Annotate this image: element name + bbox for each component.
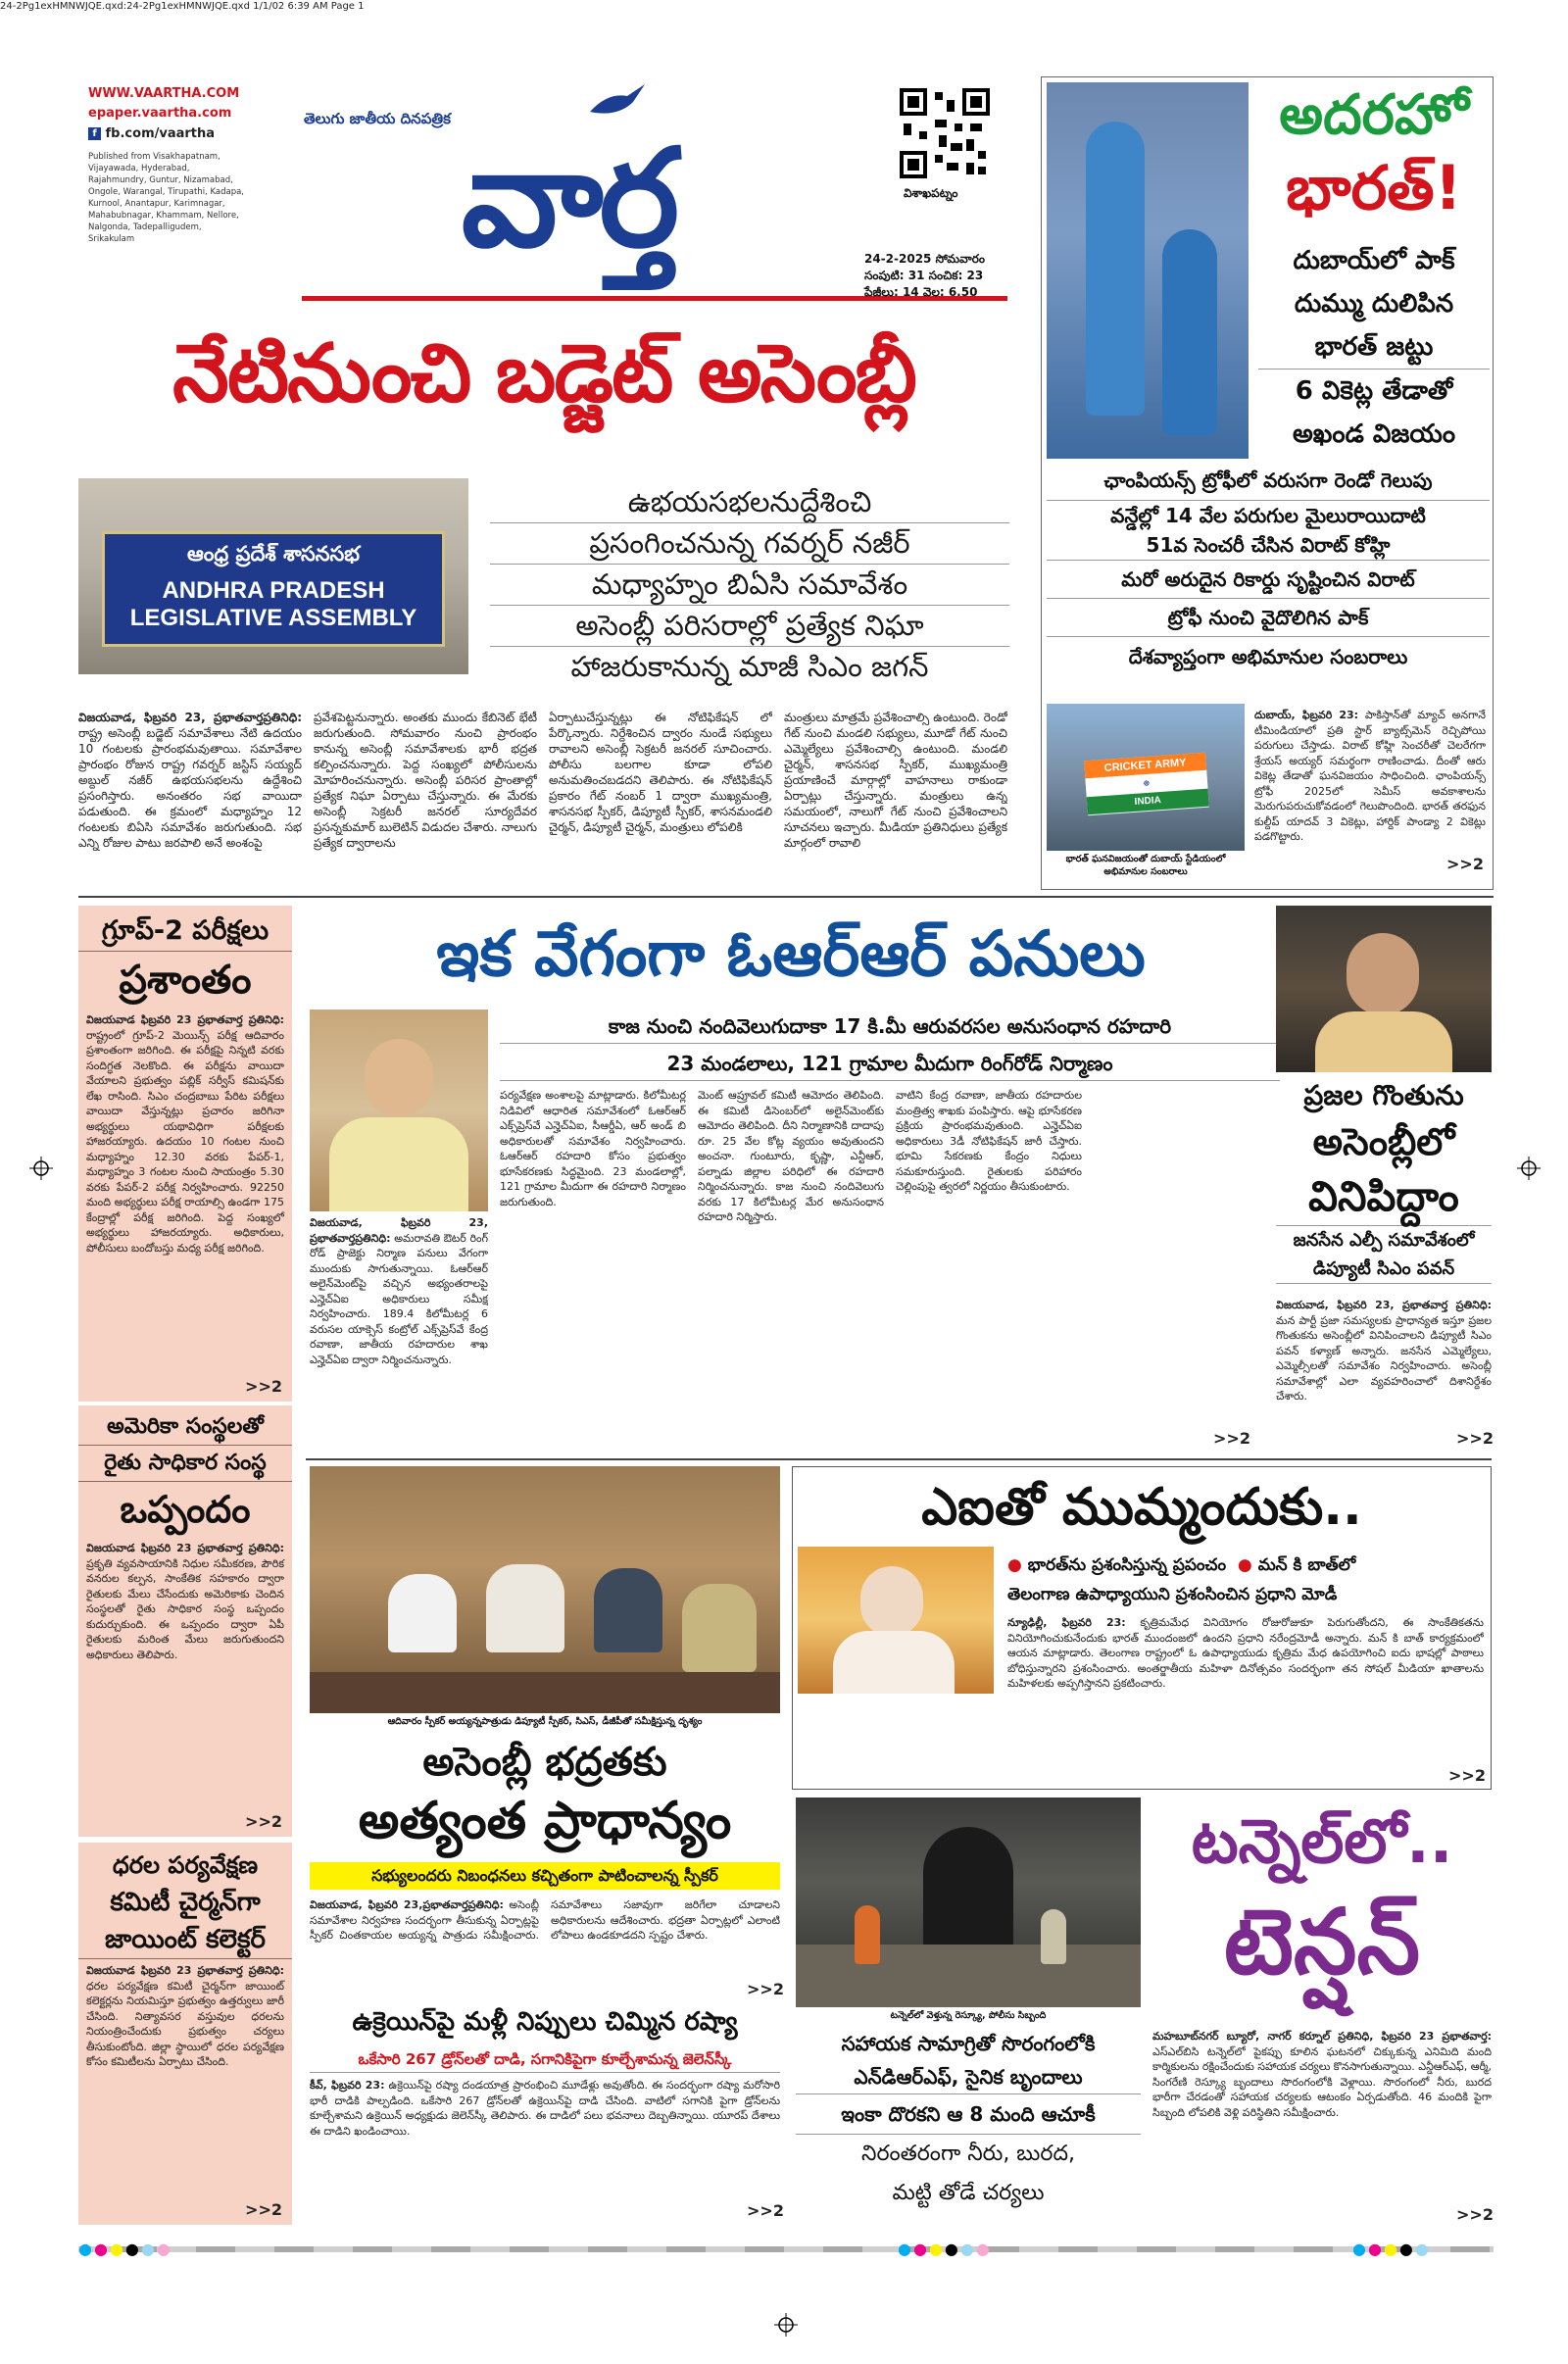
orr-dateline: విజయవాడ, ఫిబ్రవరి 23, ప్రభాతవార్తప్రతినిధి: [310, 1216, 488, 1245]
orr-headline: ఇక వేగంగా ఓఆర్ఆర్ పనులు [436, 918, 1146, 991]
registration-mark-icon [1517, 1157, 1541, 1180]
pawan-title-3: వినిపిద్దాం [1308, 1172, 1459, 1220]
sign-telugu: ఆంధ్ర ప్రదేశ్ శాసనసభ [186, 542, 360, 566]
masthead-logo: వార్త [461, 120, 676, 277]
pawan-subhead-1: జనసేన ఎల్పీ సమావేశంలో [1276, 1225, 1492, 1256]
meeting-body: అసెంబ్లీ సమావేశాల నిర్వహణ సందర్భంగా తీసుకున్న ఏర్పాట్లపై స్పీకర్ చింతకాయల అయ్యన్న పాత్రుడు సమీక్షించారు. సమావేశాలు సజావుగా జరిగేలా చూడాలని అధికారులను ఆదేశించారు. భద్రతా ఏర్పాట్లలో ఎలాంటి లోపాలు ఉండకూడదని స్పష్టం చేశారు. [310, 1898, 780, 1942]
colour-dots: ●●●●●● [898, 2240, 992, 2258]
lead-point: అసెంబ్లీ పరిసరాల్లో ప్రత్యేక నిఘా [490, 606, 1009, 647]
orr-body-1: అమరావతి ఔటర్ రింగ్ రోడ్ ప్రాజెక్టు నిర్మాణ పనులు వేగంగా ముందుకు సాగుతున్నాయి. ఓఆర్ఆర్ అలైన్‌మెంట్‌పై వచ్చిన అభ్యంతరాలపై ఎన్హెచ్ఏఐ అధికారులు సమీక్ష నిర్వహించారు. 189.4 కిలోమీటర్ల 6 వరుసల యాక్సెస్ కంట్రోల్ ఎక్స్‌ప్రెస్‌వే కేంద్ర రవాణా, జాతీయ రహదారుల శాఖ ఎన్హెచ్ఏఐ ద్వారా నిర్మించనున్నారు. [310, 1231, 488, 1366]
section-divider [78, 896, 1494, 898]
cricket-point: వన్డేల్లో 14 వేల పరుగుల మైలురాయిదాటి [1110, 504, 1426, 527]
player-figure [1162, 229, 1217, 435]
city: విశాఖపట్నం [904, 186, 958, 200]
ukraine-article [310, 2078, 780, 2225]
print-colour-bar [78, 2241, 1494, 2258]
lead-column: ప్రవేశపెట్టనున్నారు. అంతకు ముందు కేబినెట్ భేటీ జరుగుతుంది. సోమవారం నుంచి ప్రారంభం కానున్న అసెంబ్లీ సమావేశాలకు భారీ భద్రత కల్పించనున్నారు. పెద్ద సంఖ్యలో పోలీసులను మోహరించనున్నారు. అసెంబ్లీ పరిసర ప్రాంతాల్లో ప్రత్యేక నిఘా ఏర్పాటు చేస్తున్నారు. ఈ మేరకు అసెంబ్లీ సెక్రటరీ జనరల్ సూర్యదేవర ప్రసన్నకుమార్ బులెటిన్ విడుదల చేశారు. నాలుగు ప్రత్యేక ద్వారాలను [314, 711, 537, 850]
orr-column: మెంట్ ఆప్రూవల్ కమిటీ ఆమోదం తెలిపింది. ఈ కమిటీ డిసెంబర్‌లో అలైన్‌మెంట్‌కు ఆమోదం తెలిపింది. దీని నిర్మాణానికి దాదాపు రూ. 25 వేల కోట్ల వ్యయం అవుతుందని అంచనా. గుంటూరు, కృష్ణా, ఎన్టీఆర్, పల్నాడు జిల్లాల పరిధిలో ఈ రహదారి నిర్మించనున్నారు. కాజ నుంచి నందివెలుగు వరకు 17 కిలోమీటర్ల మేర అనుసంధాన రహదారి నిర్మిస్తారు. [698, 1089, 884, 1223]
tunnel-subhead: ఎన్‌డిఆర్‌ఎఫ్, సైనిక బృందాలు [796, 2060, 1141, 2094]
ukraine-dateline: కీవ్, ఫిబ్రవరి 23: [310, 2079, 385, 2092]
orr-column: పర్యవేక్షణ అంశాలపై మాట్లాడారు. కిలోమీటర్ల నిడివిలో ఆధారిత సమావేశంలో ఓఆర్ఆర్ ఎక్స్‌ప్రెస్‌వే ఎన్హెచ్ఏఐ, సీఆర్డీఏ, ఆర్ అండ్ బి అధికారులతో సమావేశం నిర్వహించారు. ఓఆర్ఆర్ రహదారి కోసం ప్రభుత్వం భూసేకరణకు సిద్ధమైంది. 23 మండలాల్లో, 121 గ్రామాల మీదుగా ఈ రహదారి నిర్మాణం జరుగుతుంది. [500, 1089, 686, 1208]
tunnel-floor [796, 1945, 1141, 2007]
ai-dateline: న్యూఢిల్లీ, ఫిబ్రవరి 23: [1007, 1616, 1126, 1629]
banner-bottom-text: INDIA [1087, 789, 1209, 815]
lead-article [78, 710, 1009, 886]
portrait-head [860, 1566, 923, 1637]
social-text: fb.com/vaartha [105, 126, 216, 141]
cricket-points [1047, 461, 1490, 676]
tunnel-dateline: మహబూబ్‌నగర్ బ్యూరో, నాగర్ కర్నూల్ ప్రతినిధి, ఫిబ్రవరి 23 ప్రభాతవార్త: [1152, 2030, 1492, 2043]
lead-body-1: రాష్ట్ర అసెంబ్లీ బడ్జెట్ సమావేశాలు నేటి ఉదయం 10 గంటలకు ప్రారంభమవుతాయి. సమావేశాల ప్రారంభం రోజున రాష్ట్ర గవర్నర్ జస్టిస్ సయ్యద్ అబ్దుల్ నజీర్ ఉభయసభలను ఉద్దేశించి ప్రసంగిస్తారు. అనంతరం సభ వాయిదా పడుతుంది. ఈ క్రమంలో మధ్యాహ్నం 12 గంటలకు బిఏసి సమావేశం జరుగుతుంది. సభ ఎన్ని రోజుల పాటు జరపాలి అనే అంశంపై [78, 726, 302, 850]
cricket-subhead-line: 6 వికెట్ల తేడాతో [1258, 369, 1490, 413]
bullet-icon: ● [1007, 1555, 1022, 1575]
pawan-continued[interactable]: >>2 [1456, 1429, 1494, 1448]
banner-top-text: CRICKET ARMY [1084, 753, 1206, 779]
registration-strip [78, 2246, 1494, 2252]
date-line: 24-2-2025 సోమవారం [864, 252, 985, 266]
fans-photo [1047, 704, 1245, 851]
table-surface [310, 1672, 780, 1713]
qr-code-icon [900, 88, 990, 178]
cricket-article [1254, 708, 1486, 864]
meeting-strap: సభ్యులందరు నిబంధనలు కచ్చితంగా పాటించాలన్న స్పీకర్ [310, 1862, 780, 1890]
registration-mark-icon [774, 2313, 798, 2337]
cricket-point: 51వ సెంచరీ చేసిన విరాట్ కోహ్లి [1047, 530, 1490, 561]
america-body: ప్రకృతి వ్యవసాయానికి నిధుల సమీకరణ, పౌరిక వనరుల కల్పన, సాంకేతిక సహకారం ద్వారా రైతులకు మేలు చేసేందుకు అమెరికాకు చెందిన సంస్థలతో రైతు సాధికార సంస్థ ఒప్పందం కుదుర్చుకుంది. ఈ ఒప్పందం ద్వారా ఏపీ రైతులకు మరింత మేలు జరుగుతుందని అధికారులు తెలిపారు. [86, 1556, 284, 1661]
group2-article [78, 1009, 292, 1385]
person-figure [594, 1568, 662, 1652]
ai-continued[interactable]: >>2 [1448, 1766, 1486, 1785]
ai-point-1: భారత్‌ను ప్రశంసిస్తున్న ప్రపంచం [1027, 1555, 1227, 1575]
america-title-2: రైతు సాధికార సంస్థ [78, 1445, 292, 1482]
cricket-headline-2: భారత్! [1286, 152, 1462, 223]
america-title-1: అమెరికా సంస్థలతో [107, 1414, 264, 1439]
group2-title-1: గ్రూప్-2 పరీక్షలు [78, 911, 292, 952]
orr-subhead-1: కాజ నుంచి నందివెలుగుదాకా 17 కి.మీ ఆరువరసల అనుసంధాన రహదారి [500, 1010, 1280, 1044]
meeting-headline-2: అత్యంత ప్రాధాన్యం [358, 1792, 732, 1850]
cricket-point: మరో అరుదైన రికార్డు సృష్టించిన విరాట్ [1121, 567, 1415, 591]
rescue-worker [1041, 1909, 1066, 1964]
ai-article [1007, 1615, 1484, 1786]
lead-point: ప్రసంగించనున్న గవర్నర్ నజీర్ [490, 523, 1009, 565]
assembly-photo [78, 478, 468, 674]
portrait-body [833, 1631, 955, 1694]
tunnel-headline-1: టన్నెల్‌లో.. [1191, 1805, 1453, 1877]
tunnel-headline-2: టెన్షన్ [1223, 1890, 1421, 1995]
ai-point-2: మన్ కి బాత్‌లో [1257, 1555, 1356, 1575]
lead-headline: నేటినుంచి బడ్జెట్ అసెంబ్లీ [172, 327, 915, 420]
sign-english-1: ANDHRA PRADESH [162, 577, 385, 604]
dharala-title-1: ధరల పర్యవేక్షణ [112, 1851, 259, 1879]
ukraine-headline: ఉక్రెయిన్‌పై మళ్లీ నిప్పులు చిమ్మిన రష్యా [352, 2007, 738, 2037]
cricket-dateline: దుబాయ్, ఫిబ్రవరి 23: [1254, 709, 1359, 721]
kohli-photo [1047, 82, 1249, 459]
dharala-body: ధరల పర్యవేక్షణ కమిటీ చైర్మన్‌గా జాయింట్ కలెక్టర్లను నియమిస్తూ ప్రభుత్వం ఉత్తర్వులు జారీ చేసింది. నిత్యావసర వస్తువుల ధరలను నియంత్రించేందుకు ప్రభుత్వం చర్యలు తీసుకుంటోంది. జిల్లా స్థాయిలో ధరల పర్యవేక్షణ కోసం కమిటీలను ఏర్పాటు చేసింది. [86, 1979, 284, 2068]
lead-column [78, 710, 302, 886]
ai-point-3: తెలంగాణ ఉపాధ్యాయుని ప్రశంసించిన ప్రధాని మోడీ [1007, 1585, 1338, 1604]
tunnel-photo [796, 1798, 1141, 2007]
masthead-links [88, 84, 245, 245]
tunnel-subhead: మట్టి తోడే చర్యలు [892, 2181, 1045, 2205]
rescue-worker [855, 1905, 880, 1964]
lead-dateline: విజయవాడ, ఫిబ్రవరి 23, ప్రభాతవార్తప్రతినిధి: [78, 711, 302, 724]
ai-headline: ఎఐతో ముమ్మందుకు.. [921, 1478, 1362, 1537]
group2-continued[interactable]: >>2 [245, 1377, 282, 1396]
social-link[interactable] [88, 123, 245, 145]
tunnel-body: ఎస్ఎల్‌బిసి టన్నెల్‌లో పైకప్పు కూలిన ఘటనలో చిక్కుకున్న ఎనిమిది మంది కార్మికులను రక్షించేందుకు సహాయక చర్యలు కొనసాగుతున్నాయి. ఎన్డీఆర్ఎఫ్, ఆర్మీ, సింగరేణి రెస్క్యూ బృందాలు సొరంగంలోకి వెళ్లాయి. సొరంగంలో నీరు, బురద భారీగా చేరడంతో సహాయక చర్యలకు ఆటంకం ఏర్పడుతోంది. 46 మందికి పైగా సిబ్బంది లోపలికి వెళ్లి పరిస్థితిని సమీక్షించారు. [1152, 2044, 1492, 2119]
pawan-body: మన పార్టీ ప్రజా సమస్యలకు ప్రాధాన్యత ఇస్తూ ప్రజల గొంతుకను అసెంబ్లీలో వినిపించాలని డిప్యూటీ సిఎం పవన్ కళ్యాణ్ అన్నారు. జనసేన ఎమ్మెల్యేలు, ఎమ్మెల్సీలతో సమావేశం నిర్వహించారు. అసెంబ్లీ సమావేశాల్లో ఎలా వ్యవహరించాలో దిశానిర్దేశం చేశారు. [1276, 1313, 1492, 1403]
dharala-dateline: విజయవాడ ఫిబ్రవరి 23 ప్రభాతవార్త ప్రతినిధి: [86, 1964, 284, 1977]
meeting-photo [310, 1466, 780, 1713]
meeting-caption: ఆదివారం స్పీకర్ అయ్యన్నపాత్రుడు డిప్యూటీ స్పీకర్, సిఎస్, డీజీపీతో సమీక్షిస్తున్న దృశ్యం [387, 1716, 703, 1727]
tunnel-subhead: నిరంతరంగా నీరు, బురద, [861, 2142, 1075, 2166]
group2-title-2: ప్రశాంతం [119, 958, 252, 1003]
fans-caption: భారత్ ఘనవిజయంతో దుబాయ్ స్టేడియంలో అభిమానుల సంబరాలు [1065, 854, 1226, 877]
fan-banner [1084, 753, 1209, 816]
cricket-point: దేశవ్యాప్తంగా అభిమానుల సంబరాలు [1128, 645, 1408, 668]
lead-point: ఉభయసభలనుద్దేశించి [490, 482, 1009, 523]
person-figure [486, 1564, 564, 1652]
orr-continued[interactable]: >>2 [1213, 1429, 1250, 1448]
dharala-box [78, 1843, 292, 2225]
sign-english-2: LEGISLATIVE ASSEMBLY [129, 605, 417, 631]
section-divider [306, 1458, 1492, 1460]
dharala-title-2: కమిటీ చైర్మన్‌గా [110, 1888, 261, 1917]
meeting-headline-1: అసెంబ్లీ భద్రతకు [422, 1740, 667, 1785]
person-figure [388, 1574, 457, 1652]
ukraine-subhead: ఒకేసారి 267 డ్రోన్‌లతో దాడి, సగానికిపైగా కూల్చేశామన్న జెలెన్‌స్కీ [310, 2046, 780, 2073]
volume-line: సంపుటి: 31 సంచిక: 23 [864, 269, 984, 282]
cm-photo [310, 1010, 488, 1211]
orr-column: వాటిని కేంద్ర రవాణా, జాతీయ రహదారుల మంత్రిత్వ శాఖకు పంపిస్తారు. ఆపై భూసేకరణ ప్రక్రియ ప్రారంభమవుతుంది. ఎన్హెచ్ఏఐ అధికారులు 3డీ నోటిఫికేషన్ జారీ చేస్తారు. భూమి సేకరణకు కేంద్రం నిధులు సమకూరుస్తుంది. రైతులకు పరిహారం చెల్లింపుపై త్వరలో నిర్ణయం తీసుకుంటారు. [896, 1089, 1082, 1193]
pawan-subhead-2: డిప్యూటీ సిఎం పవన్ [1276, 1256, 1492, 1284]
cricket-subhead [1258, 239, 1490, 456]
america-title-3: ఒప్పందం [120, 1488, 251, 1531]
dharala-article [78, 1959, 292, 2206]
epaper-link[interactable]: epaper.vaartha.com [88, 106, 232, 121]
cricket-point: ట్రోఫీ నుంచి వైదొలిగిన పాక్ [1047, 598, 1490, 637]
cricket-body: పాకిస్తాన్‌తో మ్యాచ్ అనగానే టీమిండియాలో ప్రతి స్టార్ బ్యాట్స్‌మెన్ రెచ్చిపోయి పరుగులు చేస్తాడు. విరాట్ కోహ్లి సెంచరీతో చెలరేగగా శ్రేయస్ అయ్యర్ సమర్థంగా రాణించాడు. దీంతో ఆరు వికెట్ల తేడాతో ఘనవిజయం సాధించింది. ఛాంపియన్స్ ట్రోఫీ 2025లో సెమీస్ అవకాశాలను మెరుగుపరుచుకోవడంలో గెలుపొందింది. భారత్ తరఫున కుల్దీప్ యాదవ్ 3 వికెట్లు, హార్దిక్ పాండ్యా 2 వికెట్లు పడగొట్టారు. [1254, 709, 1486, 843]
ai-point-row [1007, 1551, 1488, 1580]
published-from: Published from Visakhapatnam, Vijayawada, Hyderabad, Rajahmundry, Guntur, Nizamabad, Ongole, Warangal, Tirupathi, Kadapa, Kurnool, Anantapur, Karimnagar, Mahabubnagar, Khammam, Nellore, Nalgonda, Tadepalligudem, Srikakulam [88, 152, 245, 244]
pages-line: పేజీలు: 14 వెల: 6.50 [864, 285, 978, 299]
pawan-title-2: అసెంబ్లీలో [1312, 1120, 1455, 1163]
tunnel-subhead: సహాయక సామాగ్రితో సొరంగంలోకి [841, 2032, 1096, 2055]
dharala-continued[interactable]: >>2 [245, 2200, 282, 2219]
player-figure [1086, 122, 1145, 416]
assembly-signboard [102, 531, 445, 647]
cricket-point: ఛాంపియన్స్ ట్రోఫీలో వరుసగా రెండో గెలుపు [1047, 461, 1490, 501]
tunnel-article [1152, 2029, 1492, 2225]
person-figure [682, 1584, 757, 1672]
group2-dateline: విజయవాడ ఫిబ్రవరి 23 ప్రభాతవార్త ప్రతినిధి: [86, 1013, 284, 1026]
america-dateline: విజయవాడ ఫిబ్రవరి 23 ప్రభాతవార్త ప్రతినిధి: [86, 1542, 284, 1554]
lead-point: మధ్యాహ్నం బిఏసి సమావేశం [490, 565, 1009, 606]
tunnel-mouth [923, 1827, 1013, 1945]
cricket-subhead-line: భారత్ జట్టు [1314, 332, 1434, 362]
pawan-article [1276, 1298, 1492, 1443]
portrait-head [365, 1039, 433, 1117]
america-article [78, 1537, 292, 1821]
print-slug: 24-2Pg1exHMNWJQE.qxd:24-2Pg1exHMNWJQE.qxd 1/1/02 6:39 AM Page 1 [0, 1, 365, 12]
lead-column: మంత్రులు మాత్రమే ప్రవేశించాల్సి ఉంటుంది. రెండో గేట్ నుంచి మండలి సభ్యులు, మూడో గేట్ నుంచి ఎమ్మెల్యేలు ప్రవేశించాల్సి ఉంటుంది. మండలి చైర్మన్, శాసనసభ స్పీకర్, ముఖ్యమంత్రి ప్రయాణించే మార్గాల్లో వాహనాలు రాకుండా ఏర్పాట్లు చేస్తున్నారు. మంత్రులు ఉన్న సమయంలో, నాలుగో గేట్ నుంచి ప్రవేశించాలని సూచనలు ఇచ్చారు. మీడియా ప్రతినిధులు ప్రత్యేక మార్గంలో రావాలి [784, 711, 1007, 850]
ai-points [1007, 1551, 1488, 1609]
orr-subhead-2: 23 మండలాలు, 121 గ్రామాల మీదుగా రింగ్‌రోడ్ నిర్మాణం [500, 1047, 1280, 1081]
dharala-title-3: జాయింట్ కలెక్టర్ [78, 1921, 292, 1959]
cricket-headline-1: అదరహో [1279, 83, 1469, 147]
pawan-dateline: విజయవాడ, ఫిబ్రవరి 23, ప్రభాతవార్త ప్రతినిధి: [1276, 1299, 1492, 1311]
pawan-photo [1276, 906, 1492, 1072]
ukraine-body: ఉక్రెయిన్‌పై రష్యా దండయాత్ర ప్రారంభించి మూడేళ్లు అవుతోంది. ఈ సందర్భంగా రష్యా మరోసారి భారీ దాడికి పాల్పడింది. ఒకేసారి 267 డ్రోన్‌లతో ఉక్రెయిన్‌పై దాడి చేసింది. వాటిలో సగానికి పైగా డ్రోన్‌లను కూల్చేశామని ఉక్రెయిన్ అధ్యక్షుడు జెలెన్‌స్కీ తెలిపారు. ఈ దాడిలో పలు భవనాలు దెబ్బతిన్నాయి. యూరప్ దేశాలు ఈ దాడిని ఖండించాయి. [310, 2079, 780, 2138]
registration-mark-icon [29, 1157, 53, 1180]
cricket-subhead-line: దుమ్ము దులిపిన [1294, 289, 1454, 319]
orr-column [310, 1215, 488, 1449]
meeting-dateline: విజయవాడ, ఫిబ్రవరి 23,ప్రభాతవార్తప్రతినిధి: [310, 1898, 504, 1911]
group2-body: రాష్ట్రంలో గ్రూప్-2 మెయిన్స్ పరీక్ష ఆదివారం ప్రశాంతంగా జరిగింది. ఈ పరీక్షపై నిన్నటి వరకు సందిగ్ధత నెలకొంది. ఈ పరీక్షను వాయిదా వేయాలని ప్రభుత్వం పబ్లిక్ సర్వీస్ కమిషన్‌కు లేఖ రాసింది. సిఎం చంద్రబాబు పేరిట పరీక్షలు వాయిదా వేస్తున్నట్లు ప్రచారం జరిగినా అభ్యర్థులు యథావిధిగా పరీక్షలకు హాజరయ్యారు. ఉదయం 10 గంటల నుంచి మధ్యాహ్నం 12.30 వరకు పేపర్-1, మధ్యాహ్నం 3 గంటల నుంచి సాయంత్రం 5.30 వరకు పేపర్-2 పరీక్ష నిర్వహించారు. 92250 మంది అభ్యర్థులు పరీక్ష రాయాల్సి ఉండగా 175 కేంద్రాల్లో పరీక్ష జరిగింది. పెద్ద సంఖ్యలో అభ్యర్థులు హాజరయ్యారు. అధికారులు, పోలీసులు బందోబస్తు మధ్య పరీక్ష జరిగింది. [86, 1028, 284, 1255]
cricket-subhead-line: అఖండ విజయం [1292, 419, 1455, 449]
meeting-article [310, 1897, 780, 1992]
america-box [78, 1405, 292, 1837]
meeting-continued[interactable]: >>2 [747, 1980, 784, 1998]
tunnel-photo-caption: టన్నెల్‌లో వెళ్తున్న రెస్క్యూ, పోలీసు సిబ్బంది [890, 2010, 1047, 2021]
lead-points [490, 482, 1009, 687]
tunnel-subhead: ఇంకా దొరకని ఆ 8 మంది ఆచూకీ [796, 2094, 1141, 2135]
tunnel-subheads [796, 2027, 1141, 2213]
cricket-continued[interactable]: >>2 [1446, 855, 1484, 873]
tunnel-continued[interactable]: >>2 [1456, 2205, 1494, 2224]
portrait-head [1347, 933, 1419, 1015]
portrait-body [1315, 1011, 1452, 1072]
date-block [864, 251, 985, 301]
colour-dots: ●●●●●● [78, 2240, 172, 2258]
cricket-subhead-line: దుబాయ్‌లో పాక్ [1293, 246, 1455, 275]
portrait-body [329, 1117, 468, 1211]
tagline: తెలుగు జాతీయ దినపత్రిక [304, 110, 451, 127]
facebook-icon: f [88, 127, 101, 140]
ukraine-continued[interactable]: >>2 [747, 2201, 784, 2220]
group2-box [78, 906, 292, 1402]
america-continued[interactable]: >>2 [245, 1812, 282, 1831]
bullet-icon: ● [1237, 1555, 1252, 1575]
website-link[interactable]: WWW.VAARTHA.COM [88, 86, 240, 101]
pawan-title-1: ప్రజల గొంతును [1303, 1079, 1464, 1111]
lead-point: హాజరుకానున్న మాజీ సిఎం జగన్ [570, 650, 929, 683]
pawan-titles [1276, 1076, 1492, 1284]
ai-body: కృత్రిమమేధ వినియోగం రోజురోజుకూ పెరుగుతోందని, ఈ సాంకేతికతను వినియోగించుకునేందుకు భారత్ ముందంజలో ఉందని ప్రధాని నరేంద్రమోడీ అన్నారు. మన్ కి బాత్ కార్యక్రమంలో ఆయన మాట్లాడారు. తెలంగాణ రాష్ట్రంలో ఓ ఉపాధ్యాయుడు కృత్రిమ మేధ ఉపయోగించి ఐదు భాషల్లో పాఠాలు బోధిస్తున్నారని ప్రశంసించారు. అంతర్జాతీయ మహిళా దినోత్సవం సందర్భంగా తన సోషల్ మీడియా ఖాతాలను మహిళలకు అప్పగిస్తానని ప్రకటించారు. [1007, 1616, 1484, 1690]
modi-photo [798, 1547, 994, 1694]
banner-middle: ☸ [1085, 770, 1207, 798]
colour-dots: ●●●●● [1352, 2240, 1431, 2258]
lead-column: ఏర్పాటుచేస్తున్నట్లు ఈ నోటిఫికేషన్ లో పేర్కొన్నారు. నిర్దేశించిన ద్వారం నుండే సభ్యులు రావాలని అసెంబ్లీ సెక్రటరీ జనరల్ సూచించారు. పోలీసు బలగాల కూడా లోపలి అనుమతించబడదని తెలిపారు. ఈ నోటిఫికేషన్ ప్రకారం గేట్ నంబర్ 1 ద్వారా ముఖ్యమంత్రి, శాసనసభ స్పీకర్, డిప్యూటీ స్పీకర్, శాసనమండలి చైర్మన్, డిప్యూటీ చైర్మన్, మంత్రులు లోపలికి [549, 711, 772, 834]
